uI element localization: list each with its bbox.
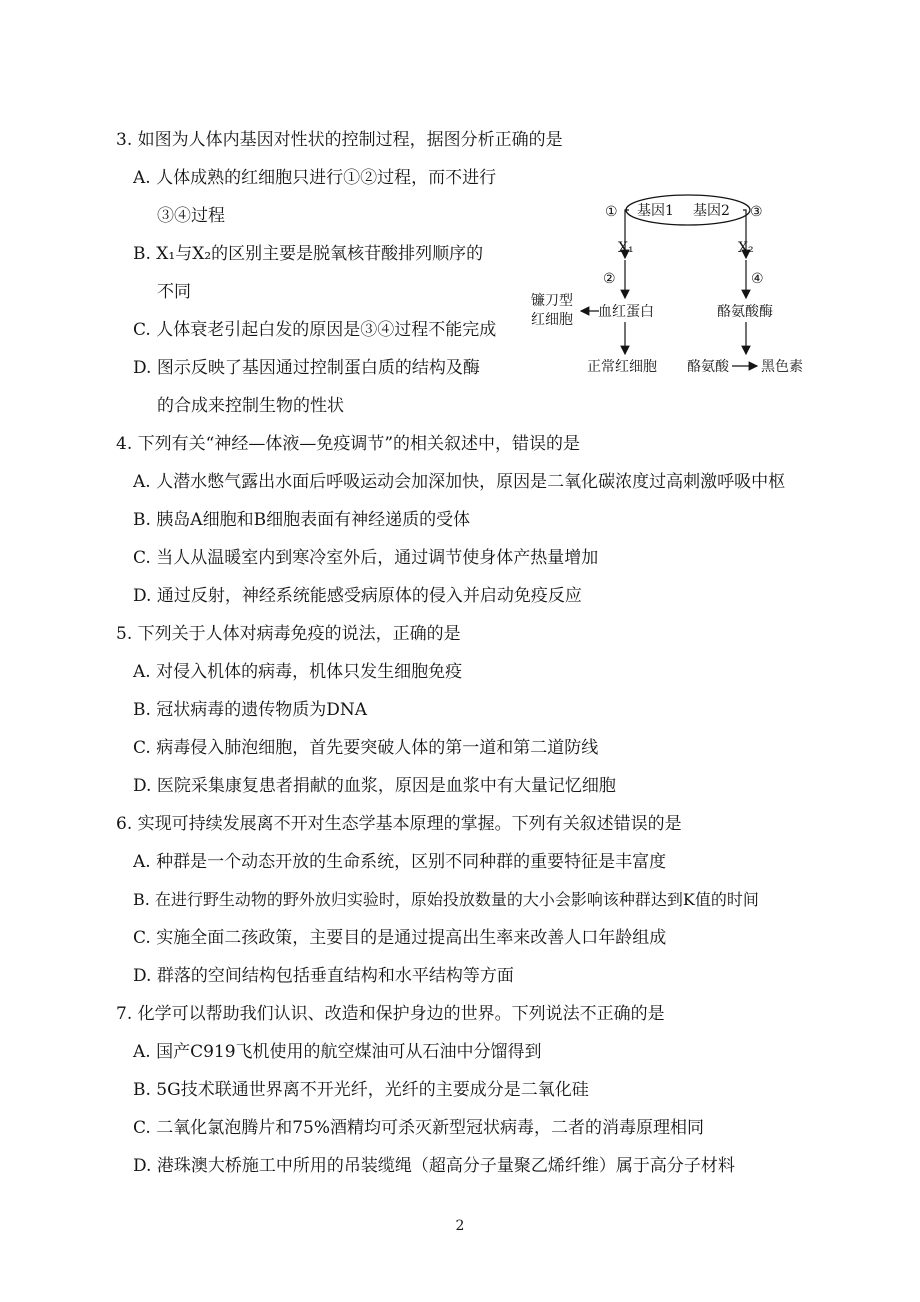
q5-option-b: B. 冠状病毒的遗传物质为DNA	[133, 700, 368, 720]
normal-rbc-label: 正常红细胞	[587, 359, 657, 375]
mark-1: ①	[605, 204, 618, 220]
question-4-stem: 4. 下列有关“神经—体液—免疫调节”的相关叙述中，错误的是	[116, 434, 581, 454]
q4-option-d: D. 通过反射，神经系统能感受病原体的侵入并启动免疫反应	[133, 586, 582, 606]
q6-option-c: C. 实施全面二孩政策，主要目的是通过提高出生率来改善人口年龄组成	[133, 928, 667, 948]
q7-option-d: D. 港珠澳大桥施工中所用的吊装缆绳（超高分子量聚乙烯纤维）属于高分子材料	[133, 1156, 735, 1176]
q3-option-b-line1: B. X₁与X₂的区别主要是脱氧核苷酸排列顺序的	[133, 244, 484, 264]
question-3-stem: 3. 如图为人体内基因对性状的控制过程，据图分析正确的是	[116, 130, 563, 150]
q3-option-a-line1: A. 人体成熟的红细胞只进行①②过程，而不进行	[133, 168, 497, 188]
mark-4: ④	[751, 271, 764, 287]
gene2-label: 基因2	[693, 203, 730, 219]
q3-option-d-line1: D. 图示反映了基因通过控制蛋白质的结构及酶	[133, 358, 480, 378]
q4-option-b: B. 胰岛A细胞和B细胞表面有神经递质的受体	[133, 510, 471, 530]
q3-option-d-line2: 的合成来控制生物的性状	[157, 396, 344, 416]
q5-option-d: D. 医院采集康复患者捐献的血浆，原因是血浆中有大量记忆细胞	[133, 776, 616, 796]
q7-option-a: A. 国产C919飞机使用的航空煤油可从石油中分馏得到	[133, 1042, 542, 1062]
q3-option-c: C. 人体衰老引起白发的原因是③④过程不能完成	[133, 320, 497, 340]
q7-option-c: C. 二氧化氯泡腾片和75%酒精均可杀灭新型冠状病毒，二者的消毒原理相同	[133, 1118, 704, 1138]
x2-label: X₂	[738, 240, 754, 256]
q7-option-b: B. 5G技术联通世界离不开光纤，光纤的主要成分是二氧化硅	[133, 1080, 589, 1100]
sickle-cell-label-1: 镰刀型	[531, 293, 573, 309]
question-5-stem: 5. 下列关于人体对病毒免疫的说法，正确的是	[116, 624, 461, 644]
q3-option-a-line2: ③④过程	[157, 206, 225, 226]
gene-control-diagram	[525, 188, 825, 388]
mark-3: ③	[750, 204, 763, 220]
melanin-label: 黑色素	[761, 359, 803, 375]
q4-option-c: C. 当人从温暖室内到寒冷室外后，通过调节使身体产热量增加	[133, 548, 599, 568]
page-number: 2	[455, 1218, 465, 1234]
question-7-stem: 7. 化学可以帮助我们认识、改造和保护身边的世界。下列说法不正确的是	[116, 1004, 665, 1024]
gene1-label: 基因1	[637, 203, 674, 219]
tyrosinase-label: 酪氨酸酶	[717, 304, 773, 320]
sickle-cell-label-2: 红细胞	[531, 312, 573, 328]
q6-option-a: A. 种群是一个动态开放的生命系统，区别不同种群的重要特征是丰富度	[133, 852, 667, 872]
question-6-stem: 6. 实现可持续发展离不开对生态学基本原理的掌握。下列有关叙述错误的是	[116, 814, 682, 834]
q6-option-d: D. 群落的空间结构包括垂直结构和水平结构等方面	[133, 966, 514, 986]
q5-option-a: A. 对侵入机体的病毒，机体只发生细胞免疫	[133, 662, 463, 682]
mark-2: ②	[603, 271, 616, 287]
q3-option-b-line2: 不同	[157, 282, 191, 302]
q4-option-a: A. 人潜水憋气露出水面后呼吸运动会加深加快，原因是二氧化碳浓度过高刺激呼吸中枢	[133, 472, 786, 492]
tyrosine-label: 酪氨酸	[687, 359, 729, 375]
q6-option-b: B. 在进行野生动物的野外放归实验时，原始投放数量的大小会影响该种群达到K值的时间	[133, 890, 759, 909]
x1-label: X₁	[618, 240, 634, 256]
hemoglobin-label: 血红蛋白	[598, 304, 654, 320]
q5-option-c: C. 病毒侵入肺泡细胞，首先要突破人体的第一道和第二道防线	[133, 738, 599, 758]
